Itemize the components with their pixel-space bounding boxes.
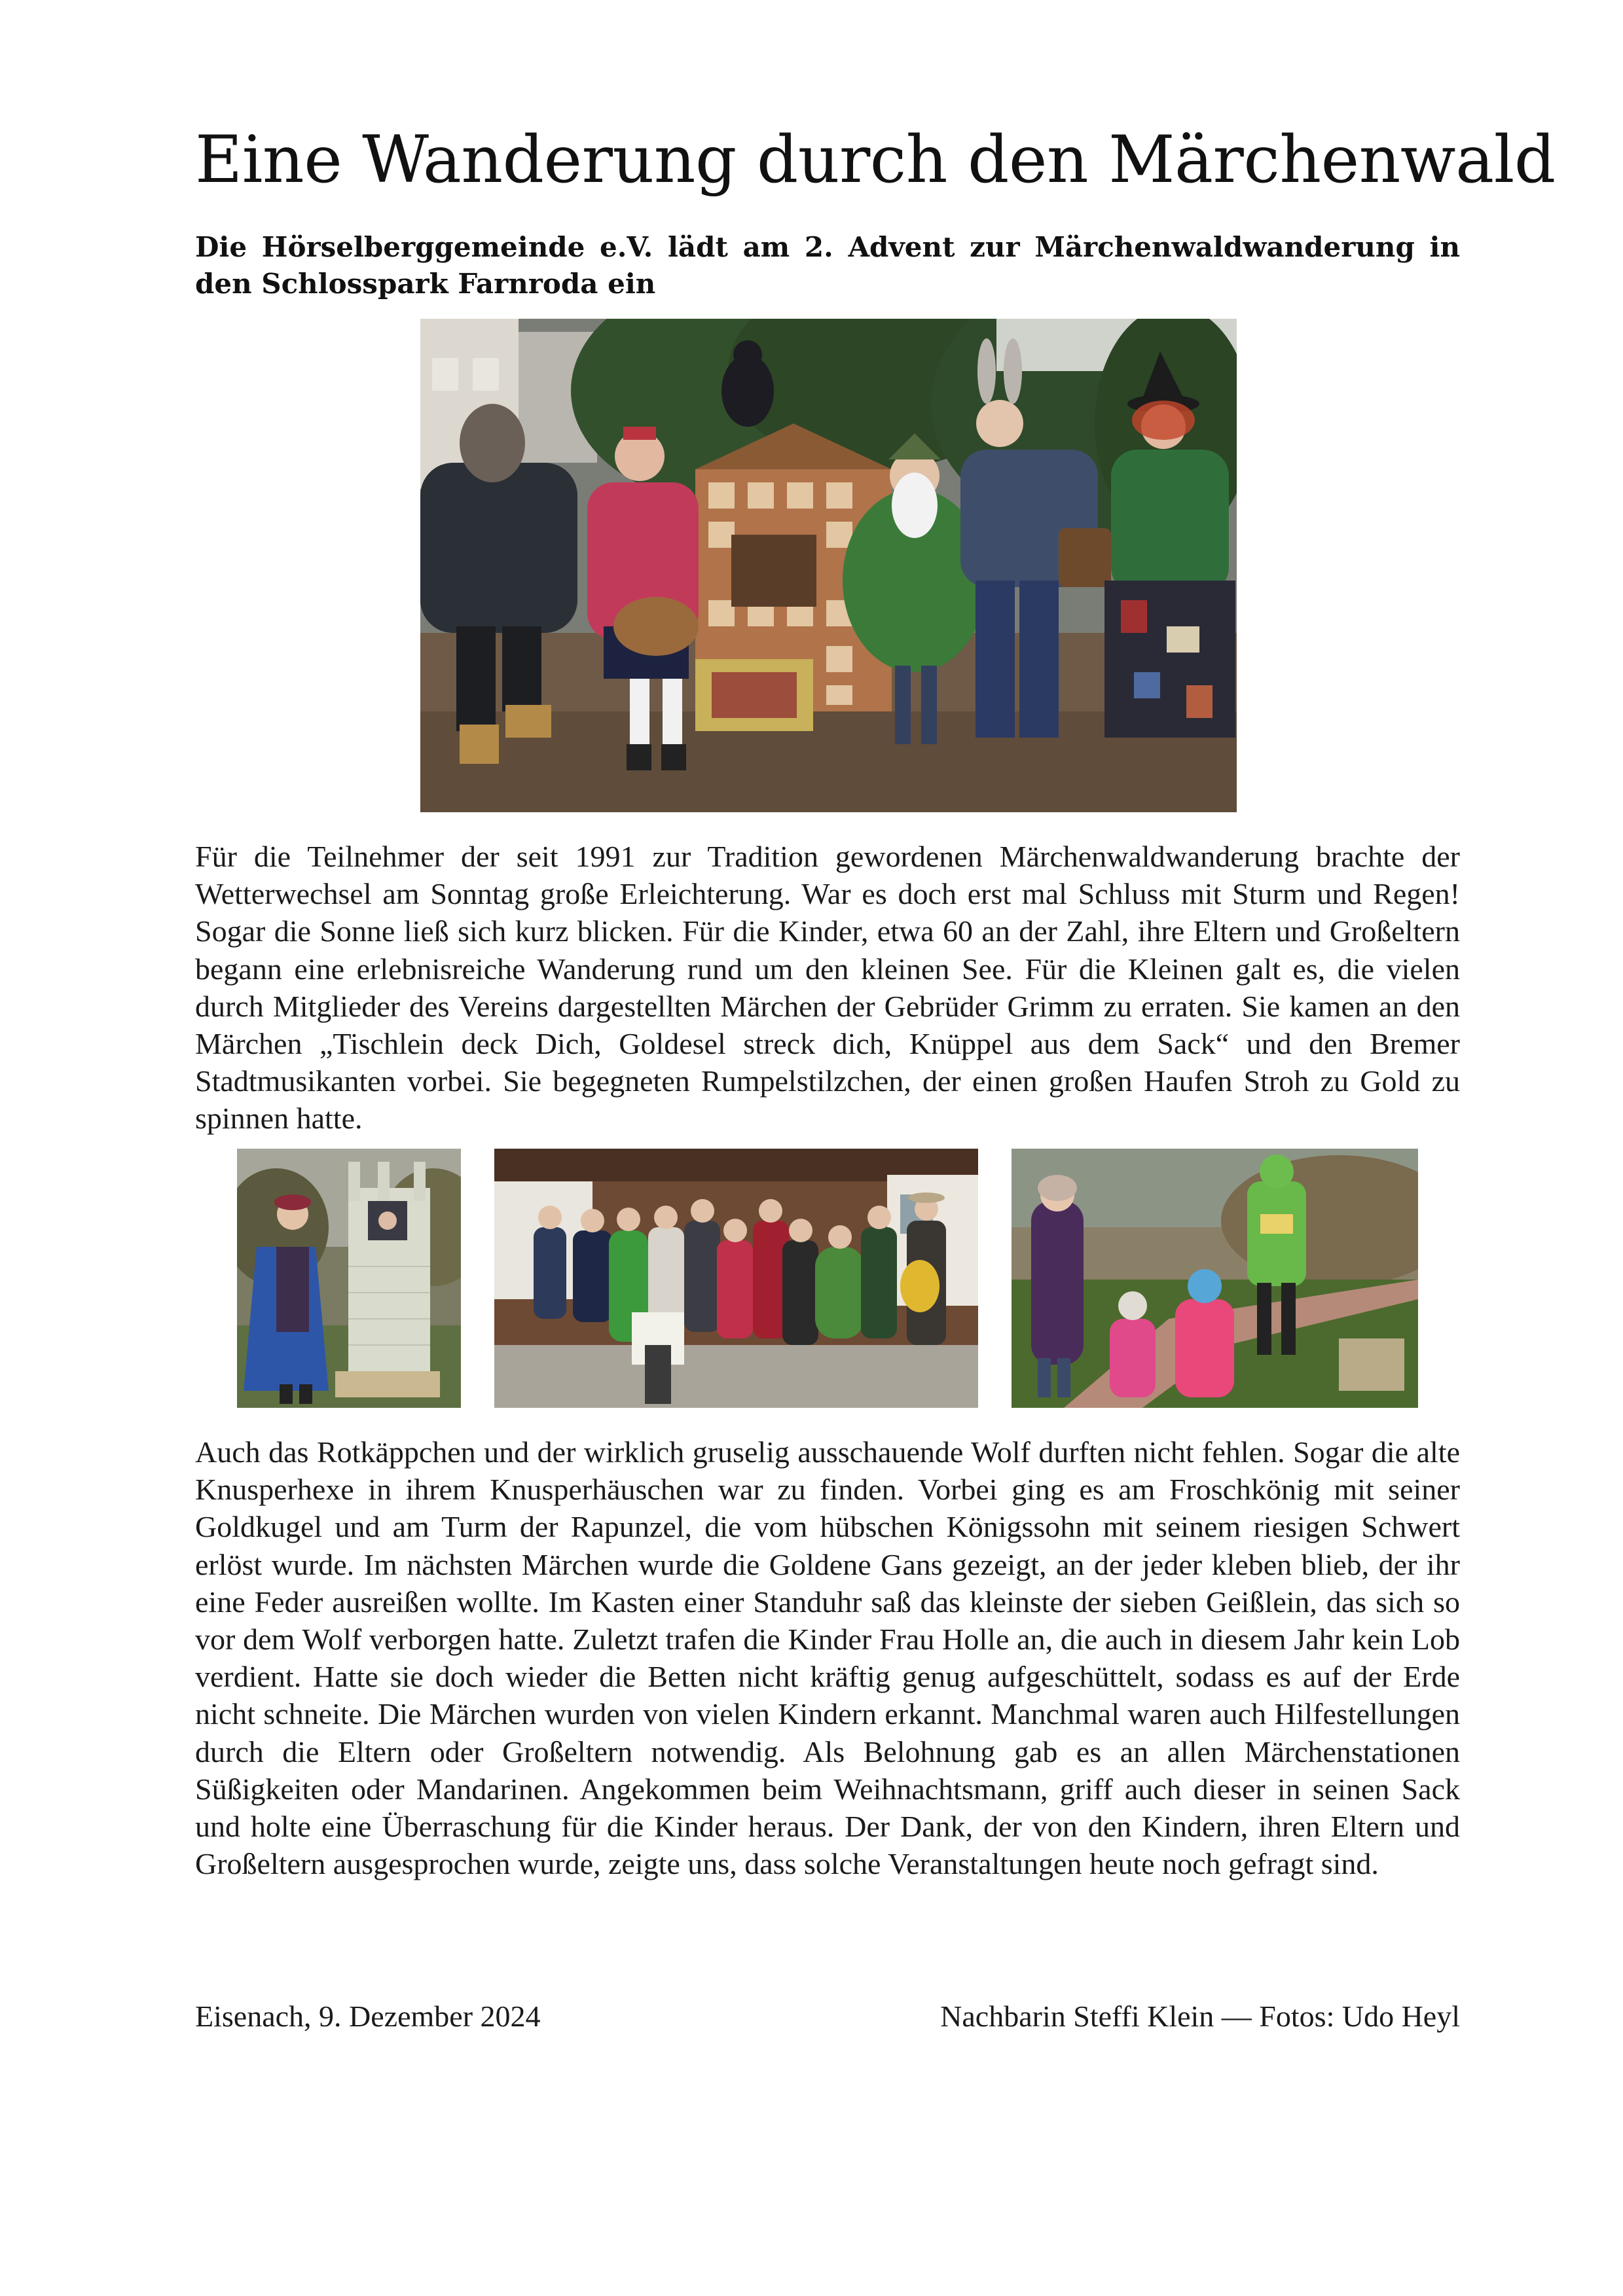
article-page [195,0,1556,2296]
footer-author-credit: Nachbarin Steffi Klein — Fotos: Udo Heyl [940,2000,1460,2033]
photo-costumed-group [420,319,1237,812]
article-title: Eine Wanderung durch den Märchenwald [195,122,1556,198]
photo-group-at-hut-image [494,1149,978,1408]
photo-rapunzel-tower [237,1149,461,1408]
article-subtitle: Die Hörselberggemeinde e.V. lädt am 2. Advent zur Märchenwaldwanderung in den Schlosspark Farnroda ein [195,231,1460,300]
paragraph-1: Für die Teilnehmer der seit 1991 zur Tradition gewordenen Märchenwaldwanderung brachte der Wetterwechsel am Sonntag große Erleichterung. War es doch erst mal Schluss mit Sturm und Regen! Sogar die Sonne ließ sich kurz blicken. Für die Kinder, etwa 60 an der Zahl, ihre Eltern und Großeltern begann eine erlebnisreiche Wanderung rund um den kleinen See. Für die Kleinen galt es, die vielen durch Mitglieder des Vereins dargestellten Märchen der Gebrüder Grimm zu erraten. Sie kamen an den Märchen „Tischlein deck Dich, Goldesel streck dich, Knüppel aus dem Sack“ und den Bremer Stadtmusikanten vorbei. Sie begegneten Rumpelstilzchen, der einen großen Haufen Stroh zu Gold zu spinnen hatte. [195,840,1460,1136]
photo-rapunzel-tower-image [237,1149,461,1408]
photo-children-frog-king [1012,1149,1418,1408]
photo-group-at-hut [494,1149,978,1408]
photo-children-frog-king-image [1012,1149,1418,1408]
footer-place-date: Eisenach, 9. Dezember 2024 [195,2000,541,2033]
photo-costumed-group-image [420,319,1237,812]
paragraph-2: Auch das Rotkäppchen und der wirklich gruselig ausschauende Wolf durften nicht fehlen. Sogar die alte Knusperhexe in ihrem Knusperhäuschen war zu finden. Vorbei ging es am Froschkönig mit seiner Goldkugel und am Turm der Rapunzel, die vom hübschen Königssohn mit seinem riesigen Schwert erlöst wurde. Im nächsten Märchen wurde die Goldene Gans gezeigt, an der jeder kleben blieb, der ihr eine Feder ausreißen wollte. Im Kasten einer Standuhr saß das kleinste der sieben Geißlein, das sich so vor dem Wolf verborgen hatte. Zuletzt trafen die Kinder Frau Holle an, die auch in diesem Jahr kein Lob verdient. Hatte sie doch wieder die Betten nicht kräftig genug aufgeschüttelt, sodass es auf der Erde nicht schneite. Die Märchen wurden von vielen Kindern erkannt. Manchmal waren auch Hilfestellungen durch die Eltern oder Großeltern notwendig. Als Belohnung gab es an allen Märchenstationen Süßigkeiten oder Mandarinen. Angekommen beim Weihnachtsmann, griff auch dieser in seinen Sack und holte eine Überraschung für die Kinder heraus. Der Dank, der von den Kindern, ihren Eltern und Großeltern ausgesprochen wurde, zeigte uns, dass solche Veranstaltungen heute noch gefragt sind. [195,1435,1460,1881]
